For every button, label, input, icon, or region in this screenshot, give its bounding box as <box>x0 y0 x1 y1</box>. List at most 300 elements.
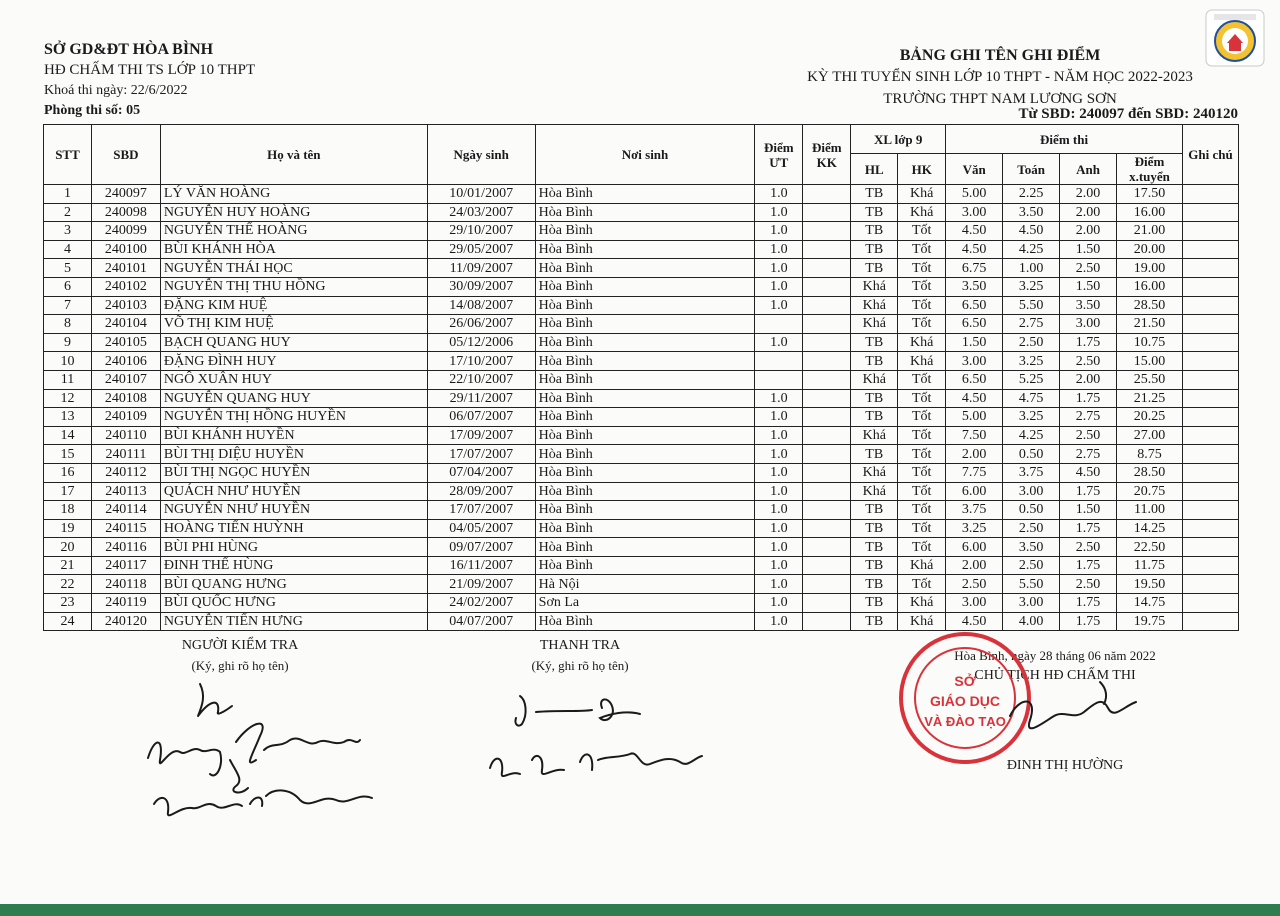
cell-diem-xt: 10.75 <box>1117 333 1183 352</box>
cell-sbd: 240099 <box>91 222 160 241</box>
cell-pob: Hòa Bình <box>535 333 755 352</box>
cell-pob: Sơn La <box>535 594 755 613</box>
cell-sbd: 240102 <box>91 277 160 296</box>
cell-van: 1.50 <box>946 333 1003 352</box>
table-row <box>44 519 1239 538</box>
cell-stt: 21 <box>44 556 92 575</box>
cell-hk: Khá <box>898 594 946 613</box>
inspector-signature-icon <box>480 690 720 800</box>
table-row <box>44 445 1239 464</box>
cell-hk: Tốt <box>898 408 946 427</box>
cell-dob: 04/07/2007 <box>427 612 535 631</box>
cell-diem-xt: 11.00 <box>1117 501 1183 520</box>
cell-pob: Hòa Bình <box>535 185 755 204</box>
cell-stt: 2 <box>44 203 92 222</box>
cell-stt: 17 <box>44 482 92 501</box>
cell-dob: 09/07/2007 <box>427 538 535 557</box>
table-row <box>44 501 1239 520</box>
cell-van: 4.50 <box>946 612 1003 631</box>
header-pob: Nơi sinh <box>535 125 755 185</box>
table-row <box>44 259 1239 278</box>
cell-hk: Khá <box>898 612 946 631</box>
cell-dob: 16/11/2007 <box>427 556 535 575</box>
sbd-range: Từ SBD: 240097 đến SBD: 240120 <box>1018 106 1238 122</box>
cell-toan: 4.75 <box>1003 389 1060 408</box>
school-logo-icon <box>1204 8 1266 68</box>
cell-diem-xt: 27.00 <box>1117 426 1183 445</box>
header-hl: HL <box>851 154 898 185</box>
document-subtitle: KỲ THI TUYỂN SINH LỚP 10 THPT - NĂM HỌC 2022-2023 <box>807 69 1193 85</box>
cell-toan: 3.50 <box>1003 538 1060 557</box>
header-toan: Toán <box>1003 154 1060 185</box>
header-diem-ut: Điểm ƯT <box>755 125 803 185</box>
cell-dob: 21/09/2007 <box>427 575 535 594</box>
cell-diem-ut: 1.0 <box>755 501 803 520</box>
cell-hk: Khá <box>898 203 946 222</box>
cell-name: NGUYỄN HUY HOÀNG <box>160 203 427 222</box>
cell-hl: TB <box>851 240 898 259</box>
cell-hk: Tốt <box>898 445 946 464</box>
cell-van: 2.00 <box>946 445 1003 464</box>
cell-sbd: 240104 <box>91 315 160 334</box>
cell-diem-kk <box>803 426 851 445</box>
cell-sbd: 240108 <box>91 389 160 408</box>
cell-diem-xt: 17.50 <box>1117 185 1183 204</box>
cell-hl: Khá <box>851 315 898 334</box>
cell-toan: 4.25 <box>1003 426 1060 445</box>
cell-stt: 1 <box>44 185 92 204</box>
cell-anh: 2.75 <box>1060 445 1117 464</box>
cell-stt: 8 <box>44 315 92 334</box>
cell-hl: TB <box>851 389 898 408</box>
cell-ghi-chu <box>1182 389 1238 408</box>
cell-hl: TB <box>851 333 898 352</box>
cell-dob: 24/02/2007 <box>427 594 535 613</box>
cell-diem-kk <box>803 612 851 631</box>
header-hk: HK <box>898 154 946 185</box>
cell-ghi-chu <box>1182 277 1238 296</box>
cell-stt: 24 <box>44 612 92 631</box>
cell-anh: 2.50 <box>1060 352 1117 371</box>
header-name: Họ và tên <box>160 125 427 185</box>
cell-hl: TB <box>851 185 898 204</box>
cell-toan: 1.00 <box>1003 259 1060 278</box>
cell-hk: Tốt <box>898 575 946 594</box>
cell-pob: Hòa Bình <box>535 556 755 575</box>
cell-diem-xt: 21.00 <box>1117 222 1183 241</box>
cell-diem-kk <box>803 240 851 259</box>
cell-diem-kk <box>803 575 851 594</box>
cell-ghi-chu <box>1182 333 1238 352</box>
cell-name: LÝ VĂN HOÀNG <box>160 185 427 204</box>
cell-stt: 15 <box>44 445 92 464</box>
cell-diem-ut: 1.0 <box>755 519 803 538</box>
cell-hk: Tốt <box>898 296 946 315</box>
cell-diem-kk <box>803 203 851 222</box>
cell-ghi-chu <box>1182 594 1238 613</box>
cell-diem-kk <box>803 519 851 538</box>
cell-name: NGUYỄN THÁI HỌC <box>160 259 427 278</box>
table-row <box>44 352 1239 371</box>
cell-name: BÙI THỊ NGỌC HUYỀN <box>160 463 427 482</box>
cell-van: 5.00 <box>946 185 1003 204</box>
cell-hl: TB <box>851 408 898 427</box>
cell-van: 3.00 <box>946 594 1003 613</box>
cell-hk: Tốt <box>898 482 946 501</box>
cell-hk: Tốt <box>898 277 946 296</box>
cell-diem-xt: 19.00 <box>1117 259 1183 278</box>
cell-van: 5.00 <box>946 408 1003 427</box>
cell-diem-xt: 28.50 <box>1117 463 1183 482</box>
table-row <box>44 296 1239 315</box>
cell-sbd: 240103 <box>91 296 160 315</box>
cell-toan: 3.00 <box>1003 482 1060 501</box>
cell-anh: 2.50 <box>1060 538 1117 557</box>
exam-date: Khoá thi ngày: 22/6/2022 <box>44 83 188 98</box>
cell-stt: 13 <box>44 408 92 427</box>
cell-stt: 18 <box>44 501 92 520</box>
table-row <box>44 185 1239 204</box>
cell-name: BÙI PHI HÙNG <box>160 538 427 557</box>
cell-diem-kk <box>803 538 851 557</box>
cell-pob: Hòa Bình <box>535 538 755 557</box>
cell-anh: 2.00 <box>1060 203 1117 222</box>
chair-signature-icon <box>990 676 1150 756</box>
cell-sbd: 240113 <box>91 482 160 501</box>
cell-anh: 4.50 <box>1060 463 1117 482</box>
cell-hl: TB <box>851 445 898 464</box>
cell-anh: 3.00 <box>1060 315 1117 334</box>
cell-ghi-chu <box>1182 482 1238 501</box>
svg-text:VÀ ĐÀO TẠO: VÀ ĐÀO TẠO <box>924 714 1006 729</box>
table-row <box>44 463 1239 482</box>
table-row <box>44 389 1239 408</box>
cell-toan: 3.75 <box>1003 463 1060 482</box>
cell-toan: 0.50 <box>1003 445 1060 464</box>
cell-pob: Hòa Bình <box>535 612 755 631</box>
cell-toan: 2.75 <box>1003 315 1060 334</box>
cell-hl: TB <box>851 556 898 575</box>
cell-name: BÙI KHÁNH HUYỀN <box>160 426 427 445</box>
cell-diem-xt: 15.00 <box>1117 352 1183 371</box>
cell-sbd: 240110 <box>91 426 160 445</box>
cell-name: NGUYỄN TIẾN HƯNG <box>160 612 427 631</box>
cell-ghi-chu <box>1182 315 1238 334</box>
cell-diem-kk <box>803 501 851 520</box>
cell-hl: Khá <box>851 426 898 445</box>
cell-name: NGUYỄN THỊ THU HỒNG <box>160 277 427 296</box>
cell-name: HOÀNG TIẾN HUỲNH <box>160 519 427 538</box>
cell-dob: 28/09/2007 <box>427 482 535 501</box>
cell-stt: 9 <box>44 333 92 352</box>
cell-dob: 17/07/2007 <box>427 501 535 520</box>
cell-stt: 3 <box>44 222 92 241</box>
cell-toan: 3.50 <box>1003 203 1060 222</box>
cell-hl: Khá <box>851 463 898 482</box>
cell-van: 3.25 <box>946 519 1003 538</box>
table-row <box>44 575 1239 594</box>
table-row <box>44 538 1239 557</box>
cell-diem-kk <box>803 594 851 613</box>
cell-toan: 2.50 <box>1003 333 1060 352</box>
cell-diem-kk <box>803 222 851 241</box>
cell-name: BÙI KHÁNH HÒA <box>160 240 427 259</box>
cell-pob: Hòa Bình <box>535 445 755 464</box>
cell-diem-ut: 1.0 <box>755 222 803 241</box>
cell-hk: Khá <box>898 185 946 204</box>
cell-name: NGUYỄN THẾ HOÀNG <box>160 222 427 241</box>
cell-diem-xt: 19.50 <box>1117 575 1183 594</box>
cell-hk: Khá <box>898 556 946 575</box>
cell-ghi-chu <box>1182 612 1238 631</box>
header-anh: Anh <box>1060 154 1117 185</box>
cell-diem-xt: 8.75 <box>1117 445 1183 464</box>
cell-diem-xt: 14.25 <box>1117 519 1183 538</box>
header-xl-lop9: XL lớp 9 <box>851 125 946 154</box>
cell-van: 6.00 <box>946 482 1003 501</box>
cell-van: 4.50 <box>946 222 1003 241</box>
checker-title: NGƯỜI KIỂM TRA <box>181 638 299 653</box>
cell-toan: 3.25 <box>1003 408 1060 427</box>
cell-diem-kk <box>803 296 851 315</box>
cell-van: 7.75 <box>946 463 1003 482</box>
cell-name: BÙI QUỐC HƯNG <box>160 594 427 613</box>
cell-diem-xt: 22.50 <box>1117 538 1183 557</box>
table-row <box>44 203 1239 222</box>
header-diem-kk: Điểm KK <box>803 125 851 185</box>
cell-sbd: 240109 <box>91 408 160 427</box>
cell-diem-xt: 19.75 <box>1117 612 1183 631</box>
cell-ghi-chu <box>1182 501 1238 520</box>
cell-pob: Hòa Bình <box>535 296 755 315</box>
table-row <box>44 222 1239 241</box>
cell-pob: Hòa Bình <box>535 352 755 371</box>
cell-diem-ut: 1.0 <box>755 333 803 352</box>
cell-diem-ut: 1.0 <box>755 259 803 278</box>
cell-van: 6.50 <box>946 296 1003 315</box>
cell-pob: Hòa Bình <box>535 426 755 445</box>
cell-diem-ut: 1.0 <box>755 538 803 557</box>
inspector-title: THANH TRA <box>539 638 621 653</box>
cell-hk: Tốt <box>898 501 946 520</box>
cell-name: BÙI QUANG HƯNG <box>160 575 427 594</box>
cell-diem-kk <box>803 408 851 427</box>
cell-ghi-chu <box>1182 408 1238 427</box>
cell-name: NGUYỄN QUANG HUY <box>160 389 427 408</box>
cell-sbd: 240118 <box>91 575 160 594</box>
cell-hk: Tốt <box>898 315 946 334</box>
cell-stt: 6 <box>44 277 92 296</box>
cell-sbd: 240120 <box>91 612 160 631</box>
cell-anh: 2.00 <box>1060 370 1117 389</box>
cell-stt: 12 <box>44 389 92 408</box>
header-dob: Ngày sinh <box>427 125 535 185</box>
cell-van: 3.75 <box>946 501 1003 520</box>
cell-diem-xt: 16.00 <box>1117 277 1183 296</box>
cell-diem-kk <box>803 259 851 278</box>
cell-hk: Tốt <box>898 370 946 389</box>
cell-hk: Tốt <box>898 222 946 241</box>
cell-dob: 14/08/2007 <box>427 296 535 315</box>
cell-ghi-chu <box>1182 445 1238 464</box>
cell-hk: Tốt <box>898 389 946 408</box>
cell-diem-ut: 1.0 <box>755 277 803 296</box>
cell-hk: Tốt <box>898 519 946 538</box>
table-row <box>44 426 1239 445</box>
cell-stt: 7 <box>44 296 92 315</box>
cell-toan: 0.50 <box>1003 501 1060 520</box>
cell-stt: 19 <box>44 519 92 538</box>
cell-diem-ut: 1.0 <box>755 556 803 575</box>
cell-sbd: 240114 <box>91 501 160 520</box>
cell-diem-kk <box>803 389 851 408</box>
cell-diem-kk <box>803 556 851 575</box>
department-name: SỞ GD&ĐT HÒA BÌNH <box>44 41 214 58</box>
cell-diem-xt: 14.75 <box>1117 594 1183 613</box>
cell-diem-kk <box>803 185 851 204</box>
cell-name: NGUYỄN THỊ HỒNG HUYỀN <box>160 408 427 427</box>
chair-name: ĐINH THỊ HƯỜNG <box>1006 758 1124 773</box>
cell-name: NGUYỄN NHƯ HUYỀN <box>160 501 427 520</box>
header-left <box>44 40 404 120</box>
cell-van: 3.00 <box>946 203 1003 222</box>
cell-ghi-chu <box>1182 296 1238 315</box>
cell-dob: 29/10/2007 <box>427 222 535 241</box>
cell-sbd: 240098 <box>91 203 160 222</box>
cell-van: 6.50 <box>946 315 1003 334</box>
cell-ghi-chu <box>1182 556 1238 575</box>
cell-hl: Khá <box>851 370 898 389</box>
cell-stt: 22 <box>44 575 92 594</box>
cell-diem-ut <box>755 315 803 334</box>
table-row <box>44 333 1239 352</box>
cell-diem-kk <box>803 277 851 296</box>
cell-ghi-chu <box>1182 185 1238 204</box>
cell-hk: Tốt <box>898 463 946 482</box>
cell-ghi-chu <box>1182 259 1238 278</box>
header-right <box>760 46 1240 110</box>
cell-stt: 20 <box>44 538 92 557</box>
cell-stt: 23 <box>44 594 92 613</box>
cell-dob: 06/07/2007 <box>427 408 535 427</box>
cell-anh: 1.75 <box>1060 612 1117 631</box>
cell-name: ĐINH THẾ HÙNG <box>160 556 427 575</box>
cell-ghi-chu <box>1182 538 1238 557</box>
cell-hk: Tốt <box>898 538 946 557</box>
table-row <box>44 556 1239 575</box>
cell-diem-ut: 1.0 <box>755 203 803 222</box>
cell-diem-xt: 16.00 <box>1117 203 1183 222</box>
cell-anh: 2.00 <box>1060 185 1117 204</box>
cell-toan: 2.50 <box>1003 519 1060 538</box>
inspector-note: (Ký, ghi rõ họ tên) <box>531 658 629 673</box>
cell-hl: TB <box>851 501 898 520</box>
cell-ghi-chu <box>1182 426 1238 445</box>
cell-diem-ut: 1.0 <box>755 426 803 445</box>
table-row <box>44 240 1239 259</box>
svg-text:GIÁO DỤC: GIÁO DỤC <box>930 693 1000 709</box>
cell-dob: 11/09/2007 <box>427 259 535 278</box>
cell-stt: 4 <box>44 240 92 259</box>
cell-dob: 30/09/2007 <box>427 277 535 296</box>
cell-stt: 11 <box>44 370 92 389</box>
cell-diem-xt: 20.25 <box>1117 408 1183 427</box>
table-row <box>44 612 1239 631</box>
cell-diem-kk <box>803 445 851 464</box>
cell-hl: Khá <box>851 482 898 501</box>
cell-diem-xt: 21.25 <box>1117 389 1183 408</box>
cell-pob: Hòa Bình <box>535 408 755 427</box>
cell-dob: 07/04/2007 <box>427 463 535 482</box>
cell-pob: Hòa Bình <box>535 519 755 538</box>
cell-dob: 05/12/2006 <box>427 333 535 352</box>
cell-toan: 5.50 <box>1003 575 1060 594</box>
cell-hl: TB <box>851 519 898 538</box>
cell-ghi-chu <box>1182 240 1238 259</box>
cell-diem-kk <box>803 370 851 389</box>
cell-anh: 2.00 <box>1060 222 1117 241</box>
cell-stt: 10 <box>44 352 92 371</box>
cell-anh: 1.75 <box>1060 333 1117 352</box>
cell-sbd: 240112 <box>91 463 160 482</box>
cell-anh: 2.50 <box>1060 575 1117 594</box>
cell-toan: 2.25 <box>1003 185 1060 204</box>
cell-van: 2.00 <box>946 556 1003 575</box>
cell-pob: Hòa Bình <box>535 482 755 501</box>
cell-diem-xt: 28.50 <box>1117 296 1183 315</box>
cell-hl: TB <box>851 352 898 371</box>
cell-anh: 1.50 <box>1060 277 1117 296</box>
cell-pob: Hòa Bình <box>535 240 755 259</box>
cell-van: 6.75 <box>946 259 1003 278</box>
cell-name: BÙI THỊ DIỆU HUYỀN <box>160 445 427 464</box>
inspector-block <box>480 636 680 676</box>
checker-signatures-icon <box>140 676 400 836</box>
cell-toan: 5.50 <box>1003 296 1060 315</box>
cell-hl: Khá <box>851 296 898 315</box>
cell-diem-xt: 21.50 <box>1117 315 1183 334</box>
cell-toan: 5.25 <box>1003 370 1060 389</box>
bottom-bar <box>0 904 1280 916</box>
cell-hl: TB <box>851 222 898 241</box>
cell-hk: Khá <box>898 352 946 371</box>
cell-pob: Hòa Bình <box>535 315 755 334</box>
cell-diem-ut: 1.0 <box>755 185 803 204</box>
cell-ghi-chu <box>1182 575 1238 594</box>
cell-sbd: 240100 <box>91 240 160 259</box>
cell-pob: Hòa Bình <box>535 259 755 278</box>
checker-block <box>140 636 340 676</box>
cell-van: 3.50 <box>946 277 1003 296</box>
cell-dob: 24/03/2007 <box>427 203 535 222</box>
cell-ghi-chu <box>1182 519 1238 538</box>
cell-anh: 1.75 <box>1060 556 1117 575</box>
cell-toan: 4.50 <box>1003 222 1060 241</box>
cell-pob: Hòa Bình <box>535 463 755 482</box>
cell-dob: 29/05/2007 <box>427 240 535 259</box>
cell-hl: TB <box>851 538 898 557</box>
cell-diem-ut: 1.0 <box>755 445 803 464</box>
cell-sbd: 240111 <box>91 445 160 464</box>
cell-dob: 29/11/2007 <box>427 389 535 408</box>
cell-sbd: 240107 <box>91 370 160 389</box>
cell-pob: Hòa Bình <box>535 370 755 389</box>
cell-sbd: 240117 <box>91 556 160 575</box>
cell-hk: Tốt <box>898 259 946 278</box>
cell-ghi-chu <box>1182 463 1238 482</box>
cell-hk: Tốt <box>898 426 946 445</box>
cell-hk: Khá <box>898 333 946 352</box>
